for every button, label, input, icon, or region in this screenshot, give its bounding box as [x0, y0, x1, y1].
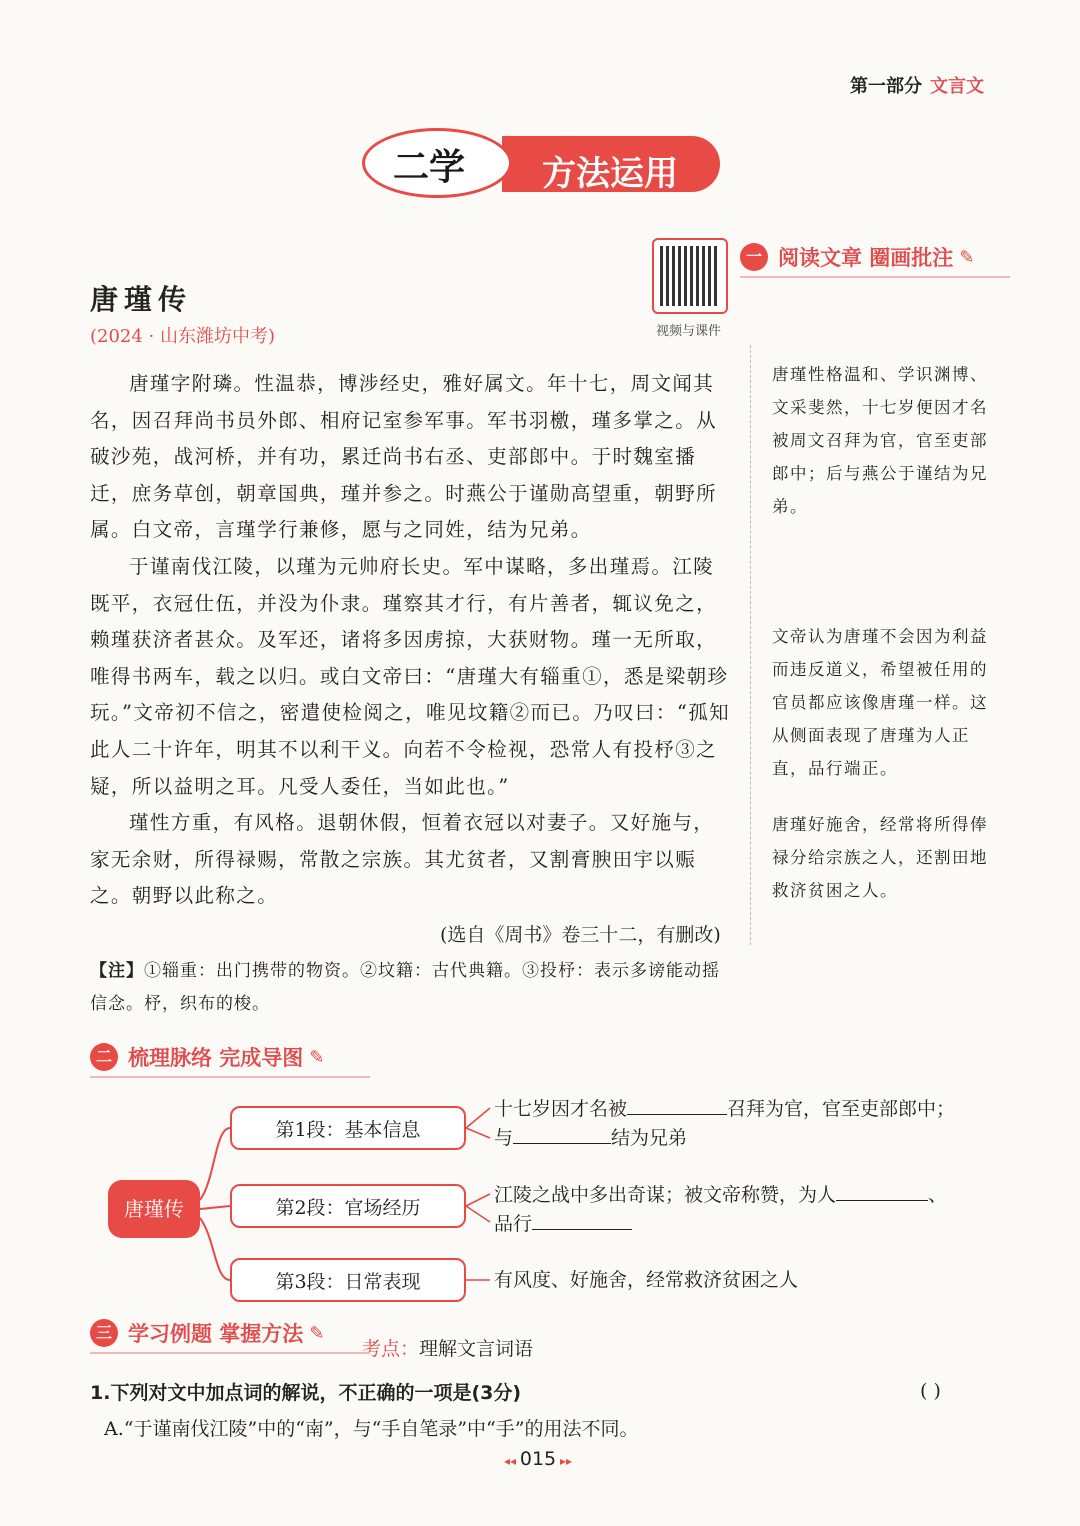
banner-title: 方法运用 [542, 154, 678, 194]
article-title: 唐瑾传 [90, 283, 193, 316]
exam-point [362, 1334, 533, 1361]
b2-text-1: 江陵之战中多出奇谋；被文帝称赞，为人 [494, 1184, 837, 1206]
section-number: 二 [90, 1043, 118, 1071]
answer-blank[interactable] [836, 1180, 928, 1201]
option-a: A.“于谨南伐江陵”中的“南”，与“手自笔录”中“手”的用法不同。 [104, 1418, 639, 1440]
mindmap-branch-1: 第1段：基本信息 [230, 1106, 466, 1150]
question-stem: 1.下列对文中加点词的解说，不正确的一项是(3分) [90, 1382, 522, 1404]
pen-icon: ✎ [959, 247, 975, 268]
header-part: 第一部分 [850, 76, 922, 97]
article-paragraph-3: 瑾性方重，有风格。退朝休假，恒着衣冠以对妻子。又好施与，家无余财，所得禄赐，常散之宗族。其尤贫者，又割膏腴田宇以赈之。朝野以此称之。 [90, 811, 715, 908]
b1-text-3: 与 [494, 1127, 514, 1149]
section-title: 梳理脉络 完成导图 [128, 1046, 304, 1070]
mindmap-branch-2: 第2段：官场经历 [230, 1184, 466, 1228]
b2-text-2: 、 [928, 1184, 948, 1206]
answer-blank[interactable] [627, 1094, 727, 1115]
answer-blank[interactable] [513, 1123, 611, 1144]
b1-text-1: 十七岁因才名被 [494, 1098, 628, 1120]
left-arrow-icon: ◂◂ [504, 1454, 520, 1468]
section-heading-3 [90, 1318, 370, 1354]
b2-text-3: 品行 [494, 1213, 533, 1235]
notes-text: ①辎重：出门携带的物资。②坟籍：古代典籍。③投杼：表示多谤能动摇信念。杼，织布的梭。 [90, 961, 720, 1014]
mindmap-root: 唐瑾传 [108, 1180, 200, 1238]
side-note-2: 文帝认为唐瑾不会因为利益而违反道义，希望被任用的官员都应该像唐瑾一样。这从侧面表现了唐瑾为人正直，品行端正。 [772, 627, 988, 778]
b1-text-4: 结为兄弟 [611, 1127, 688, 1149]
page-number [504, 1448, 572, 1470]
page-number-value: 015 [519, 1448, 557, 1470]
side-note-1: 唐瑾性格温和、学识渊博、文采斐然，十七岁便因才名被周文召拜为官，官至吏部郎中；后与燕公于谨结为兄弟。 [772, 365, 988, 516]
article-paragraph-1: 唐瑾字附璘。性温恭，博涉经史，雅好属文。年十七，周文闻其名，因召拜尚书员外郎、相府记室参军事。军书羽檄，瑾多掌之。从破沙苑，战河桥，并有功，累迁尚书右丞、吏部郎中。于时魏室播迁，庶务草创，朝章国典，瑾并参之。时燕公于谨勋高望重，朝野所属。白文帝，言瑾学行兼修，愿与之同姓，结为兄弟。 [90, 372, 718, 542]
exam-point-label: 考点： [362, 1338, 420, 1360]
article-credit: (选自《周书》卷三十二，有删改) [440, 924, 721, 946]
b1-text-2: 召拜为官，官至吏部郎中； [727, 1098, 956, 1120]
right-arrow-icon: ▸▸ [556, 1454, 573, 1468]
article-paragraph-2: 于谨南伐江陵，以瑾为元帅府长史。军中谋略，多出瑾焉。江陵既平，衣冠仕伍，并没为仆隶。瑾察其才行，有片善者，辄议免之，赖瑾获济者甚众。及军还，诸将多因虏掠，大获财物。瑾一无所取，唯得书两车，载之以归。或白文帝曰：“唐瑾大有辎重①，悉是梁朝珍玩。”文帝初不信之，密遣使检阅之，唯见坟籍②而已。乃叹曰：“孤知此人二十许年，明其不以利干义。向若不令检视，恐常人有投杼③之疑，所以益明之耳。凡受人委任，当如此也。” [90, 554, 730, 798]
notes-tag: 【注】 [90, 961, 144, 981]
article-source: (2024 · 山东潍坊中考) [90, 326, 276, 347]
branch-3-text: 有风度、好施舍，经常救济贫困之人 [494, 1269, 799, 1291]
section-title: 阅读文章 圈画批注 [778, 246, 954, 270]
banner-label: 二学 [393, 146, 466, 188]
section-number: 三 [90, 1319, 118, 1347]
pen-icon: ✎ [309, 1047, 325, 1068]
pen-icon: ✎ [309, 1323, 325, 1344]
exam-point-text: 理解文言词语 [419, 1338, 534, 1360]
qr-label: 视频与课件 [656, 324, 722, 339]
branch-2-text [494, 1180, 974, 1238]
header-subject: 文言文 [930, 76, 984, 97]
mindmap-branch-3: 第3段：日常表现 [230, 1258, 466, 1302]
divider [90, 1352, 370, 1354]
answer-blank[interactable] [532, 1209, 632, 1230]
answer-parentheses[interactable]: ( ) [920, 1380, 941, 1402]
branch-1-text [494, 1094, 974, 1152]
side-note-3: 唐瑾好施舍，经常将所得俸禄分给宗族之人，还割田地救济贫困之人。 [772, 815, 988, 900]
section-number: 一 [740, 243, 768, 271]
section-title: 学习例题 掌握方法 [128, 1322, 304, 1346]
